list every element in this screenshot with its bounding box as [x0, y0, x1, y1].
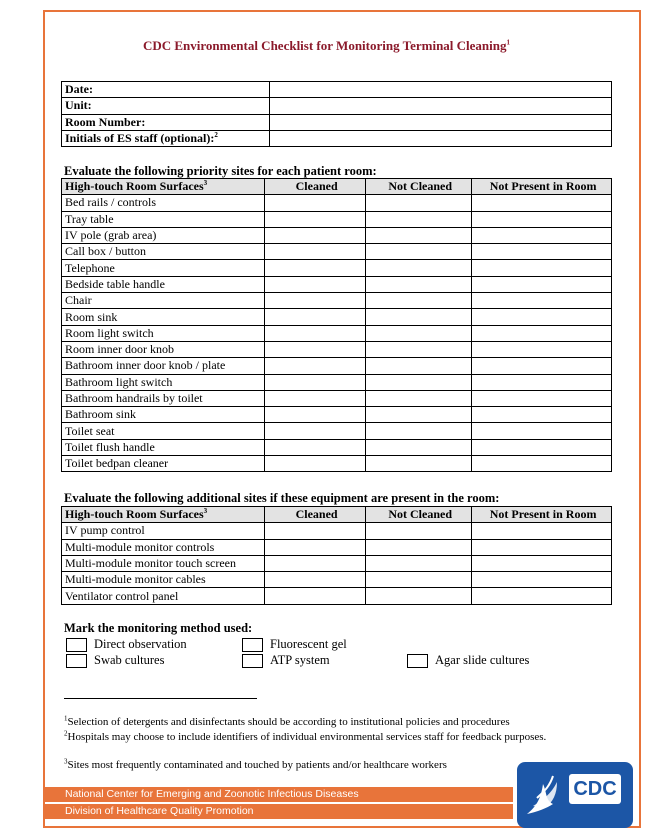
checkbox[interactable] [242, 638, 263, 652]
check-cell[interactable] [265, 325, 366, 341]
column-header: Not Cleaned [366, 179, 472, 195]
check-cell[interactable] [366, 227, 472, 243]
table-row [62, 309, 612, 325]
method-option-fluorescent-gel[interactable]: Fluorescent gel [242, 637, 347, 652]
check-cell[interactable] [472, 260, 612, 276]
surface-label: Multi-module monitor touch screen [62, 555, 265, 571]
check-cell[interactable] [265, 539, 366, 555]
column-header: Cleaned [265, 507, 366, 523]
check-cell[interactable] [472, 211, 612, 227]
surface-label: Multi-module monitor controls [62, 539, 265, 555]
checkbox[interactable] [66, 638, 87, 652]
method-option-atp-system[interactable]: ATP system [242, 653, 330, 668]
check-cell[interactable] [366, 407, 472, 423]
table-row [62, 439, 612, 455]
table-row [62, 374, 612, 390]
table-row [62, 423, 612, 439]
check-cell[interactable] [472, 523, 612, 539]
check-cell[interactable] [366, 244, 472, 260]
surface-label: Room sink [62, 309, 265, 325]
check-cell[interactable] [472, 539, 612, 555]
info-label: Date: [62, 82, 270, 98]
column-header: Not Present in Room [472, 179, 612, 195]
footnote-divider [64, 698, 257, 699]
check-cell[interactable] [472, 358, 612, 374]
check-cell[interactable] [472, 374, 612, 390]
info-row [62, 130, 612, 146]
footnote-3: $^3$Sites most frequently contaminated and touched by patients and/or healthcare workers [64, 757, 447, 771]
check-cell[interactable] [472, 293, 612, 309]
check-cell[interactable] [366, 390, 472, 406]
check-cell[interactable] [265, 390, 366, 406]
cdc-logo [517, 762, 633, 828]
info-row [62, 98, 612, 114]
check-cell[interactable] [366, 276, 472, 292]
table-row [62, 293, 612, 309]
check-cell[interactable] [265, 456, 366, 472]
priority-sites-heading: Evaluate the following priority sites for each patient room: [64, 164, 377, 178]
check-cell[interactable] [265, 293, 366, 309]
surface-label: Room light switch [62, 325, 265, 341]
check-cell[interactable] [366, 588, 472, 604]
checkbox[interactable] [407, 654, 428, 668]
table-row [62, 211, 612, 227]
table-row [62, 539, 612, 555]
check-cell[interactable] [472, 341, 612, 357]
check-cell[interactable] [366, 423, 472, 439]
check-cell[interactable] [472, 572, 612, 588]
check-cell[interactable] [265, 341, 366, 357]
table-row [62, 195, 612, 211]
footer-division-name: Division of Healthcare Quality Promotion [43, 804, 513, 819]
table-row [62, 588, 612, 604]
info-value-cell[interactable] [270, 130, 612, 146]
check-cell[interactable] [366, 260, 472, 276]
check-cell[interactable] [265, 244, 366, 260]
check-cell[interactable] [472, 407, 612, 423]
method-option-agar-slide-cultures[interactable]: Agar slide cultures [407, 653, 529, 668]
check-cell[interactable] [366, 439, 472, 455]
check-cell[interactable] [366, 341, 472, 357]
info-row [62, 114, 612, 130]
check-cell[interactable] [265, 407, 366, 423]
surface-label: Tray table [62, 211, 265, 227]
check-cell[interactable] [265, 439, 366, 455]
checkbox[interactable] [66, 654, 87, 668]
additional-sites-table [61, 506, 612, 605]
table-row [62, 260, 612, 276]
check-cell[interactable] [265, 260, 366, 276]
logo-text: CDC [569, 774, 621, 804]
column-header: High-touch Room Surfaces$^3$ [62, 507, 265, 523]
room-info-table [61, 81, 612, 147]
table-row [62, 456, 612, 472]
column-header: Not Present in Room [472, 507, 612, 523]
surface-label: Bathroom sink [62, 407, 265, 423]
table-row [62, 244, 612, 260]
check-cell[interactable] [472, 195, 612, 211]
check-cell[interactable] [265, 555, 366, 571]
check-cell[interactable] [472, 227, 612, 243]
check-cell[interactable] [472, 588, 612, 604]
table-row [62, 390, 612, 406]
surface-label: Toilet bedpan cleaner [62, 456, 265, 472]
footnote-1: $^1$Selection of detergents and disinfectants should be according to institutional policies and procedures [64, 714, 510, 728]
table-row [62, 407, 612, 423]
surface-label: Toilet flush handle [62, 439, 265, 455]
surface-label: Toilet seat [62, 423, 265, 439]
check-cell[interactable] [472, 244, 612, 260]
check-cell[interactable] [366, 293, 472, 309]
page-title: CDC Environmental Checklist for Monitoring Terminal Cleaning$^1$ [142, 38, 511, 53]
checkbox[interactable] [242, 654, 263, 668]
check-cell[interactable] [366, 572, 472, 588]
table-row [62, 555, 612, 571]
info-label: Room Number: [62, 114, 270, 130]
surface-label: Bathroom handrails by toilet [62, 390, 265, 406]
method-option-direct-observation[interactable]: Direct observation [66, 637, 187, 652]
check-cell[interactable] [366, 555, 472, 571]
info-value-cell[interactable] [270, 98, 612, 114]
surface-label: Call box / button [62, 244, 265, 260]
check-cell[interactable] [265, 423, 366, 439]
surface-label: Bedside table handle [62, 276, 265, 292]
check-cell[interactable] [366, 358, 472, 374]
check-cell[interactable] [265, 358, 366, 374]
check-cell[interactable] [366, 309, 472, 325]
info-label: Unit: [62, 98, 270, 114]
column-header: Not Cleaned [366, 507, 472, 523]
check-cell[interactable] [366, 195, 472, 211]
table-row [62, 358, 612, 374]
additional-sites-heading: Evaluate the following additional sites if these equipment are present in the room: [64, 491, 500, 505]
check-cell[interactable] [265, 374, 366, 390]
check-cell[interactable] [366, 325, 472, 341]
check-cell[interactable] [366, 523, 472, 539]
table-row [62, 325, 612, 341]
table-row [62, 276, 612, 292]
check-cell[interactable] [265, 572, 366, 588]
check-cell[interactable] [265, 276, 366, 292]
table-row [62, 341, 612, 357]
surface-label: Telephone [62, 260, 265, 276]
surface-label: IV pump control [62, 523, 265, 539]
check-cell[interactable] [472, 555, 612, 571]
column-header: Cleaned [265, 179, 366, 195]
info-value-cell[interactable] [270, 82, 612, 98]
priority-sites-table [61, 178, 612, 472]
check-cell[interactable] [265, 523, 366, 539]
monitoring-method-heading: Mark the monitoring method used: [64, 621, 253, 635]
surface-label: Room inner door knob [62, 341, 265, 357]
surface-label: Multi-module monitor cables [62, 572, 265, 588]
check-cell[interactable] [366, 539, 472, 555]
surface-label: Bathroom light switch [62, 374, 265, 390]
method-option-swab-cultures[interactable]: Swab cultures [66, 653, 164, 668]
check-cell[interactable] [472, 309, 612, 325]
check-cell[interactable] [265, 195, 366, 211]
check-cell[interactable] [472, 423, 612, 439]
check-cell[interactable] [265, 309, 366, 325]
surface-label: Bathroom inner door knob / plate [62, 358, 265, 374]
footer-center-name: National Center for Emerging and Zoonotic Infectious Diseases [43, 787, 513, 802]
surface-label: Chair [62, 293, 265, 309]
check-cell[interactable] [366, 374, 472, 390]
check-cell[interactable] [366, 456, 472, 472]
info-value-cell[interactable] [270, 114, 612, 130]
surface-label: Ventilator control panel [62, 588, 265, 604]
check-cell[interactable] [265, 227, 366, 243]
check-cell[interactable] [472, 276, 612, 292]
check-cell[interactable] [265, 588, 366, 604]
check-cell[interactable] [472, 439, 612, 455]
check-cell[interactable] [472, 390, 612, 406]
footnote-2: $^2$Hospitals may choose to include identifiers of individual environmental services staff for feedback purposes. [64, 729, 547, 743]
table-row [62, 523, 612, 539]
check-cell[interactable] [366, 211, 472, 227]
info-label: Initials of ES staff (optional):$^2$ [62, 130, 270, 146]
column-header: High-touch Room Surfaces$^3$ [62, 179, 265, 195]
check-cell[interactable] [472, 325, 612, 341]
check-cell[interactable] [472, 456, 612, 472]
table-row [62, 227, 612, 243]
check-cell[interactable] [265, 211, 366, 227]
table-row [62, 572, 612, 588]
surface-label: IV pole (grab area) [62, 227, 265, 243]
surface-label: Bed rails / controls [62, 195, 265, 211]
info-row [62, 82, 612, 98]
hhs-eagle-icon [523, 770, 567, 820]
